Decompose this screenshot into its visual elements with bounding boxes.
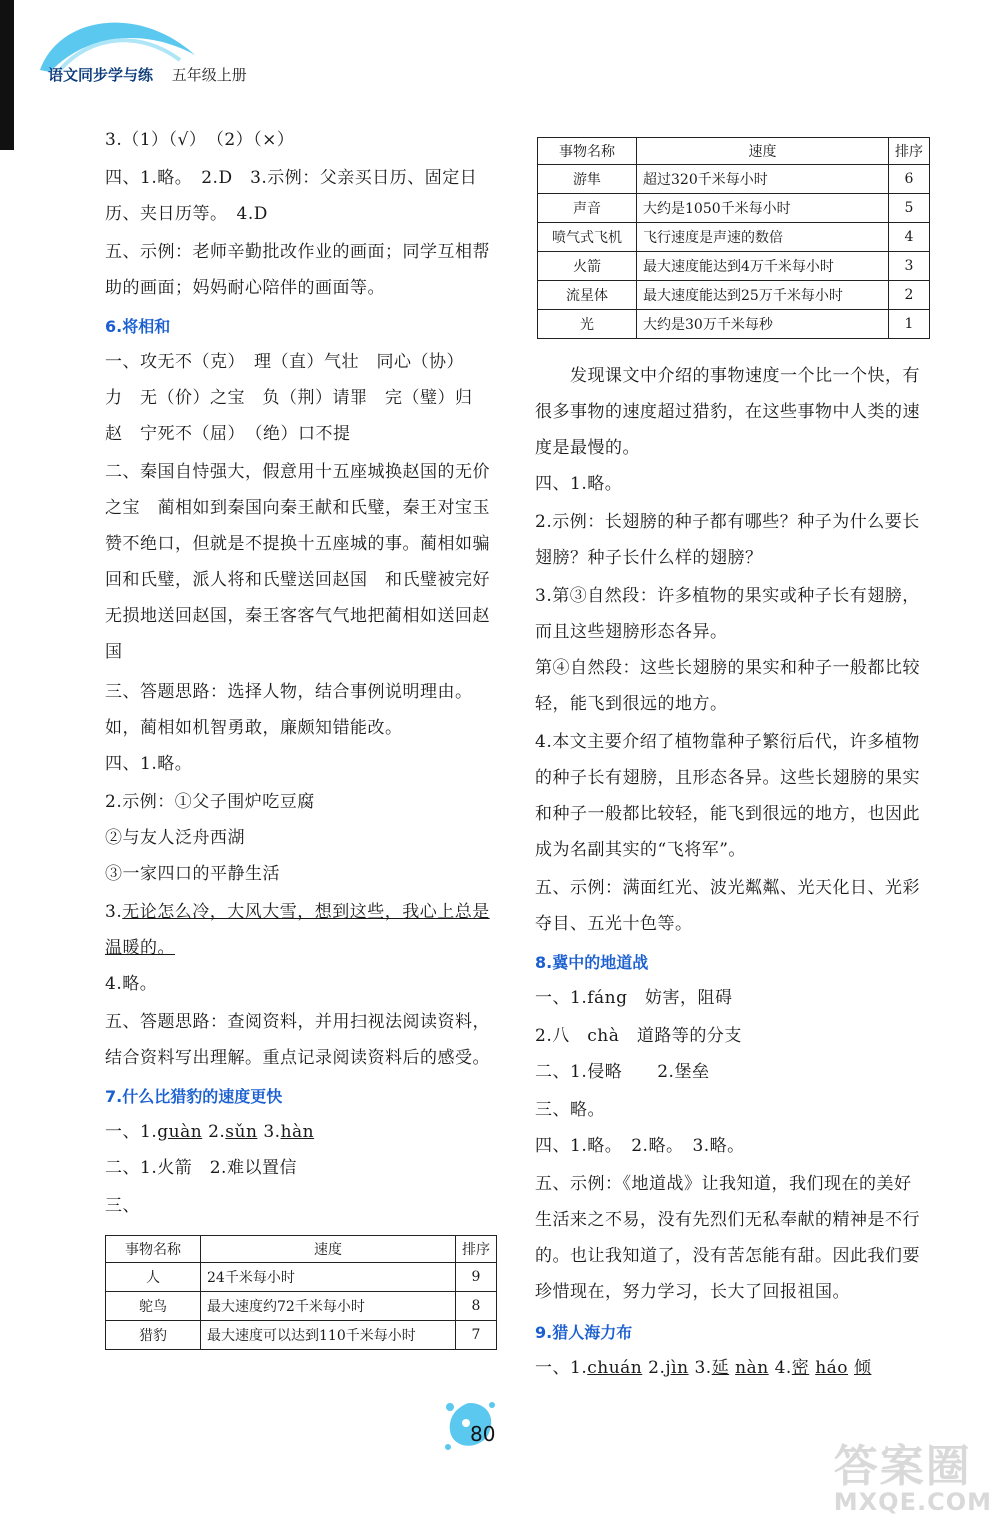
answer-line: 的。也让我知道了，没有苦怎能有甜。因此我们要	[535, 1246, 920, 1266]
table-cell-name: 猎豹	[106, 1321, 201, 1350]
answer-line: 回和氏璧，派人将和氏璧送回赵国 和氏璧被完好	[105, 570, 490, 590]
table-cell-rank: 6	[889, 165, 930, 194]
table-row	[106, 1321, 497, 1350]
answer-number: 3.	[105, 902, 123, 922]
answer-line: 无损地送回赵国，秦王客客气气地把蔺相如送回赵	[105, 606, 490, 626]
table-header-cell: 排序	[889, 138, 930, 165]
answer-line: 一、攻无不（克） 理（直）气壮 同心（协）	[105, 352, 464, 372]
page-edge-bar	[0, 0, 14, 150]
answer-number: 3.	[694, 1358, 712, 1378]
table-header-cell: 速度	[201, 1236, 456, 1263]
table-cell-speed: 大约是30万千米每秒	[637, 310, 889, 339]
answer-line: 2.示例：①父子围炉吃豆腐	[105, 792, 315, 812]
table-cell-name: 光	[538, 310, 637, 339]
table-cell-rank: 3	[889, 252, 930, 281]
answer-line: 四、1.略。 2.D 3.示例：父亲买日历、固定日	[105, 168, 478, 188]
answer-line	[105, 936, 505, 960]
table-cell-speed: 最大速度可以达到110千米每小时	[201, 1321, 456, 1350]
answer-number: 2.	[648, 1358, 666, 1378]
character-answer: 倾	[853, 1358, 872, 1378]
table-header-cell: 事物名称	[106, 1236, 201, 1263]
answer-line: 赞不绝口，但就是不提换十五座城的事。蔺相如骗	[105, 534, 490, 554]
table-header-row	[538, 138, 930, 165]
book-series-title: 语文同步学与练	[48, 66, 154, 84]
answer-line: 结合资料写出理解。重点记录阅读资料后的感受。	[105, 1048, 490, 1068]
table-cell-name: 火箭	[538, 252, 637, 281]
table-cell-speed: 飞行速度是声速的数倍	[637, 223, 889, 252]
answer-line: 赵 宁死不（屈） （绝）口不提	[105, 424, 351, 444]
answer-line	[105, 900, 505, 924]
table-header-cell: 事物名称	[538, 138, 637, 165]
table-cell-speed: 24千米每小时	[201, 1263, 456, 1292]
answer-line: 第④自然段：这些长翅膀的果实和种子一般都比较	[535, 658, 920, 678]
answer-line: 翅膀？种子长什么样的翅膀？	[535, 548, 763, 568]
speed-table-1	[105, 1235, 497, 1350]
table-row	[538, 281, 930, 310]
answer-line: 之宝 蔺相如到秦国向秦王献和氏璧，秦王对宝玉	[105, 498, 490, 518]
answer-line: 和种子一般都比较轻，能飞到很远的地方，也因此	[535, 804, 920, 824]
answer-number: 4.	[774, 1358, 792, 1378]
table-cell-speed: 最大速度能达到4万千米每小时	[637, 252, 889, 281]
book-grade: 五年级上册	[171, 66, 247, 84]
answer-line: 力 无（价）之宝 负（荆）请罪 完（璧）归	[105, 388, 473, 408]
lesson-heading-6: 6.将相和	[105, 317, 171, 336]
watermark-url: MXQE.COM	[833, 1488, 992, 1516]
pinyin-answer: háo	[815, 1358, 849, 1378]
answer-line: 3.（1）（√） （2）（×）	[105, 130, 295, 150]
answer-line: 二、1.侵略 2.堡垒	[535, 1062, 710, 1082]
answer-number: 一、1.	[105, 1122, 158, 1142]
table-header-row	[106, 1236, 497, 1263]
answer-line: 三、	[105, 1196, 140, 1216]
table-cell-name: 人	[106, 1263, 201, 1292]
pinyin-answer: jìn	[665, 1358, 689, 1378]
table-row	[538, 252, 930, 281]
table-row	[538, 194, 930, 223]
pinyin-answer: nàn	[735, 1358, 769, 1378]
table-cell-name: 流星体	[538, 281, 637, 310]
answer-line: 五、示例：老师辛勤批改作业的画面；同学互相帮	[105, 242, 490, 262]
pinyin-answer: hàn	[280, 1122, 315, 1142]
table-cell-rank: 5	[889, 194, 930, 223]
character-answer: 延	[711, 1358, 730, 1378]
answer-line: 2.八 chà 道路等的分支	[535, 1026, 742, 1046]
answer-line: 夺目、五光十色等。	[535, 914, 693, 934]
answer-line: ②与友人泛舟西湖	[105, 828, 245, 848]
answer-line: 的种子长有翅膀，且形态各异。这些长翅膀的果实	[535, 768, 920, 788]
answer-line: 成为名副其实的“飞将军”。	[535, 840, 746, 860]
answer-line: 发现课文中介绍的事物速度一个比一个快，有	[535, 366, 920, 386]
character-answer: 密	[791, 1358, 810, 1378]
watermark	[834, 1430, 992, 1516]
answer-line: 历、夹日历等。 4.D	[105, 204, 268, 224]
answer-line: 如，蔺相如机智勇敢，廉颇知错能改。	[105, 718, 403, 738]
table-cell-speed: 超过320千米每小时	[637, 165, 889, 194]
answer-line: 轻，能飞到很远的地方。	[535, 694, 728, 714]
page-number: 80	[470, 1422, 496, 1446]
answer-line: 一、1.fáng 妨害，阻碍	[535, 988, 733, 1008]
watermark-title: 答案圈	[833, 1441, 972, 1492]
answer-line: 而且这些翅膀形态各异。	[535, 622, 728, 642]
answer-line: 4.本文主要介绍了植物靠种子繁衍后代，许多植物	[535, 732, 920, 752]
lesson-heading-7: 7.什么比猎豹的速度更快	[105, 1087, 283, 1106]
answer-line: 三、略。	[535, 1100, 605, 1120]
table-cell-name: 声音	[538, 194, 637, 223]
answer-line: 二、1.火箭 2.难以置信	[105, 1158, 297, 1178]
table-row	[106, 1263, 497, 1292]
answer-line: 助的画面；妈妈耐心陪伴的画面等。	[105, 278, 385, 298]
lesson-heading-9: 9.猎人海力布	[535, 1323, 633, 1342]
answer-line: 五、示例：《地道战》让我知道，我们现在的美好	[535, 1174, 912, 1194]
table-cell-rank: 1	[889, 310, 930, 339]
answer-line: 五、答题思路：查阅资料，并用扫视法阅读资料，	[105, 1012, 490, 1032]
table-row	[538, 165, 930, 194]
answer-line: ③一家四口的平静生活	[105, 864, 280, 884]
table-cell-speed: 最大速度能达到25万千米每小时	[637, 281, 889, 310]
answer-line: 三、答题思路：选择人物，结合事例说明理由。	[105, 682, 473, 702]
answer-line: 国	[105, 642, 123, 662]
table-cell-name: 鸵鸟	[106, 1292, 201, 1321]
table-cell-rank: 2	[889, 281, 930, 310]
answer-line: 珍惜现在，努力学习，长大了回报祖国。	[535, 1282, 850, 1302]
answer-line: 生活来之不易，没有先烈们无私奉献的精神是不行	[535, 1210, 920, 1230]
table-cell-speed: 大约是1050千米每小时	[637, 194, 889, 223]
table-cell-name: 喷气式飞机	[538, 223, 637, 252]
answer-line: 度是最慢的。	[535, 438, 640, 458]
pinyin-answer: chuán	[587, 1358, 643, 1378]
pinyin-answer: guàn	[157, 1122, 203, 1142]
answer-number: 2.	[208, 1122, 226, 1142]
answer-line: 四、1.略。	[105, 754, 193, 774]
answer-line: 3.第③自然段：许多植物的果实或种子长有翅膀，	[535, 586, 920, 606]
underlined-sentence: 无论怎么冷，大风大雪，想到这些，我心上总是	[122, 902, 490, 922]
underlined-sentence: 温暖的。	[105, 938, 175, 958]
table-row	[106, 1292, 497, 1321]
answer-line: 二、秦国自恃强大，假意用十五座城换赵国的无价	[105, 462, 490, 482]
pinyin-answer: sǔn	[225, 1122, 258, 1142]
lesson-heading-8: 8.冀中的地道战	[535, 953, 649, 972]
answer-line: 4.略。	[105, 974, 158, 994]
table-cell-speed: 最大速度约72千米每小时	[201, 1292, 456, 1321]
speed-table-2	[537, 137, 930, 339]
table-cell-rank: 9	[456, 1263, 497, 1292]
answer-number: 一、1.	[535, 1358, 588, 1378]
answer-line: 四、1.略。 2.略。 3.略。	[535, 1136, 745, 1156]
answer-number: 3.	[263, 1122, 281, 1142]
table-cell-rank: 8	[456, 1292, 497, 1321]
table-cell-rank: 7	[456, 1321, 497, 1350]
answer-line: 2.示例：长翅膀的种子都有哪些？种子为什么要长	[535, 512, 920, 532]
table-cell-rank: 4	[889, 223, 930, 252]
answer-line: 很多事物的速度超过猎豹，在这些事物中人类的速	[535, 402, 920, 422]
table-row	[538, 310, 930, 339]
answer-line	[105, 1120, 505, 1144]
page-header	[48, 64, 247, 85]
table-header-cell: 排序	[456, 1236, 497, 1263]
table-row	[538, 223, 930, 252]
answer-line: 五、示例：满面红光、波光粼粼、光天化日、光彩	[535, 878, 920, 898]
answer-line: 四、1.略。	[535, 474, 623, 494]
answer-line	[535, 1356, 930, 1380]
table-header-cell: 速度	[637, 138, 889, 165]
table-cell-name: 游隼	[538, 165, 637, 194]
